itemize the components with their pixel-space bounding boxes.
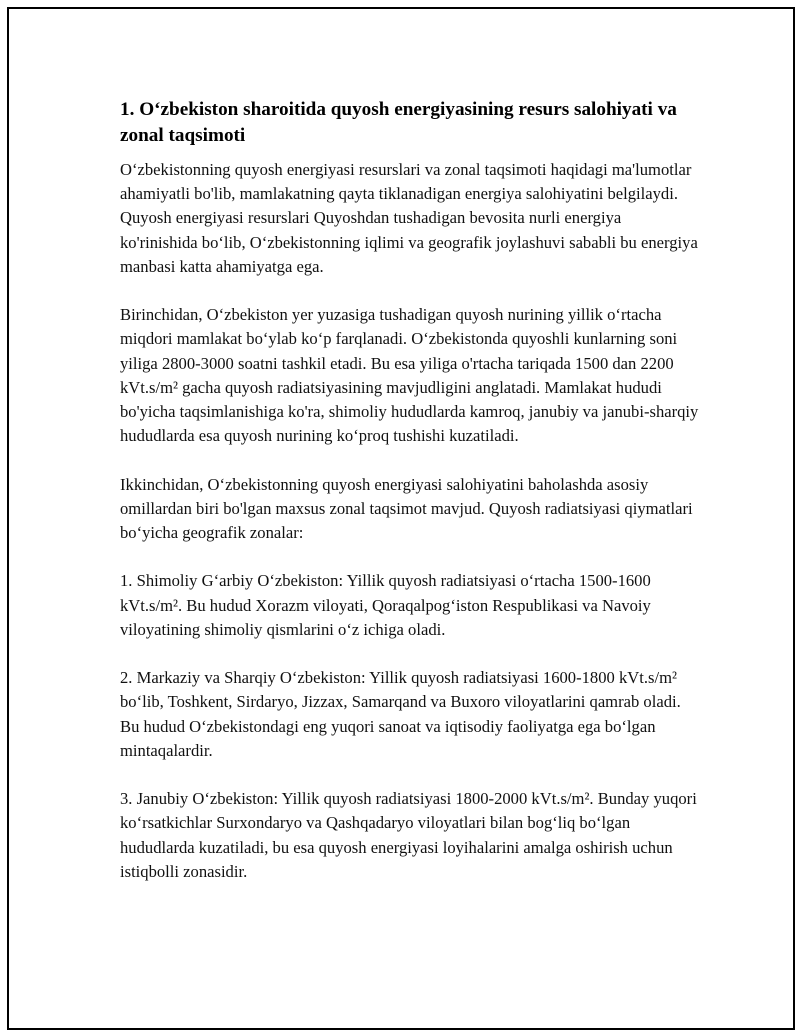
document-body	[120, 97, 700, 884]
zone-item-south: 3. Janubiy O‘zbekiston: Yillik quyosh radiatsiyasi 1800-2000 kVt.s/m². Bunday yuqori ko‘rsatkichlar Surxondaryo va Qashqadaryo viloyatlari bilan bog‘liq bo‘lgan hududlarda kuzatiladi, bu esa quyosh energiyasi loyihalarini amalga oshirish uchun istiqbolli zonasidir.	[120, 789, 697, 881]
paragraph-second-point: Ikkinchidan, O‘zbekistonning quyosh energiyasi salohiyatini baholashda asosiy omillardan biri bo'lgan maxsus zonal taqsimot mavjud. Quyosh radiatsiyasi qiymatlari bo‘yicha geografik zonalar:	[120, 474, 693, 543]
paragraph-first-point: Birinchidan, O‘zbekiston yer yuzasiga tushadigan quyosh nurining yillik o‘rtacha miqdori mamlakat bo‘ylab ko‘p farqlanadi. O‘zbekistonda quyoshli kunlarning soni yiliga 2800-3000 soatni tashkil etadi. Bu esa yiliga o'rtacha tariqada 1500 dan 2200 kVt.s/m² gacha quyosh radiatsiyasining mavjudligini anglatadi. Mamlakat hududi bo'yicha taqsimlanishiga ko'ra, shimoliy hududlarda kamroq, janubiy va janubi-sharqiy hududlarda esa quyosh nurining ko‘proq tushishi kuzatiladi.	[120, 305, 699, 446]
zone-item-central-east: 2. Markaziy va Sharqiy O‘zbekiston: Yillik quyosh radiatsiyasi 1600-1800 kVt.s/m² bo‘lib, Toshkent, Sirdaryo, Jizzax, Samarqand va Buxoro viloyatlarini qamrab oladi. Bu hudud O‘zbekistondagi eng yuqori sanoat va iqtisodiy faoliyatga ega bo‘lgan mintaqalardir.	[120, 668, 681, 760]
section-title: 1. O‘zbekiston sharoitida quyosh energiyasining resurs salohiyati va zonal taqsimoti	[120, 99, 677, 146]
page-frame	[7, 7, 795, 1030]
zone-item-northwest: 1. Shimoliy G‘arbiy O‘zbekiston: Yillik quyosh radiatsiyasi o‘rtacha 1500-1600 kVt.s/m². Bu hudud Xorazm viloyati, Qoraqalpog‘iston Respublikasi va Navoiy viloyatining shimoliy qismlarini o‘z ichiga oladi.	[120, 571, 651, 639]
paragraph-intro: O‘zbekistonning quyosh energiyasi resurslari va zonal taqsimoti haqidagi ma'lumotlar ahamiyatli bo'lib, mamlakatning qayta tiklanadigan energiya salohiyatini belgilaydi. Quyosh energiyasi resurslari Quyoshdan tushadigan bevosita nurli energiya ko'rinishida bo‘lib, O‘zbekistonning iqlimi va geografik joylashuvi sababli bu energiya manbasi katta ahamiyatga ega.	[120, 160, 698, 276]
